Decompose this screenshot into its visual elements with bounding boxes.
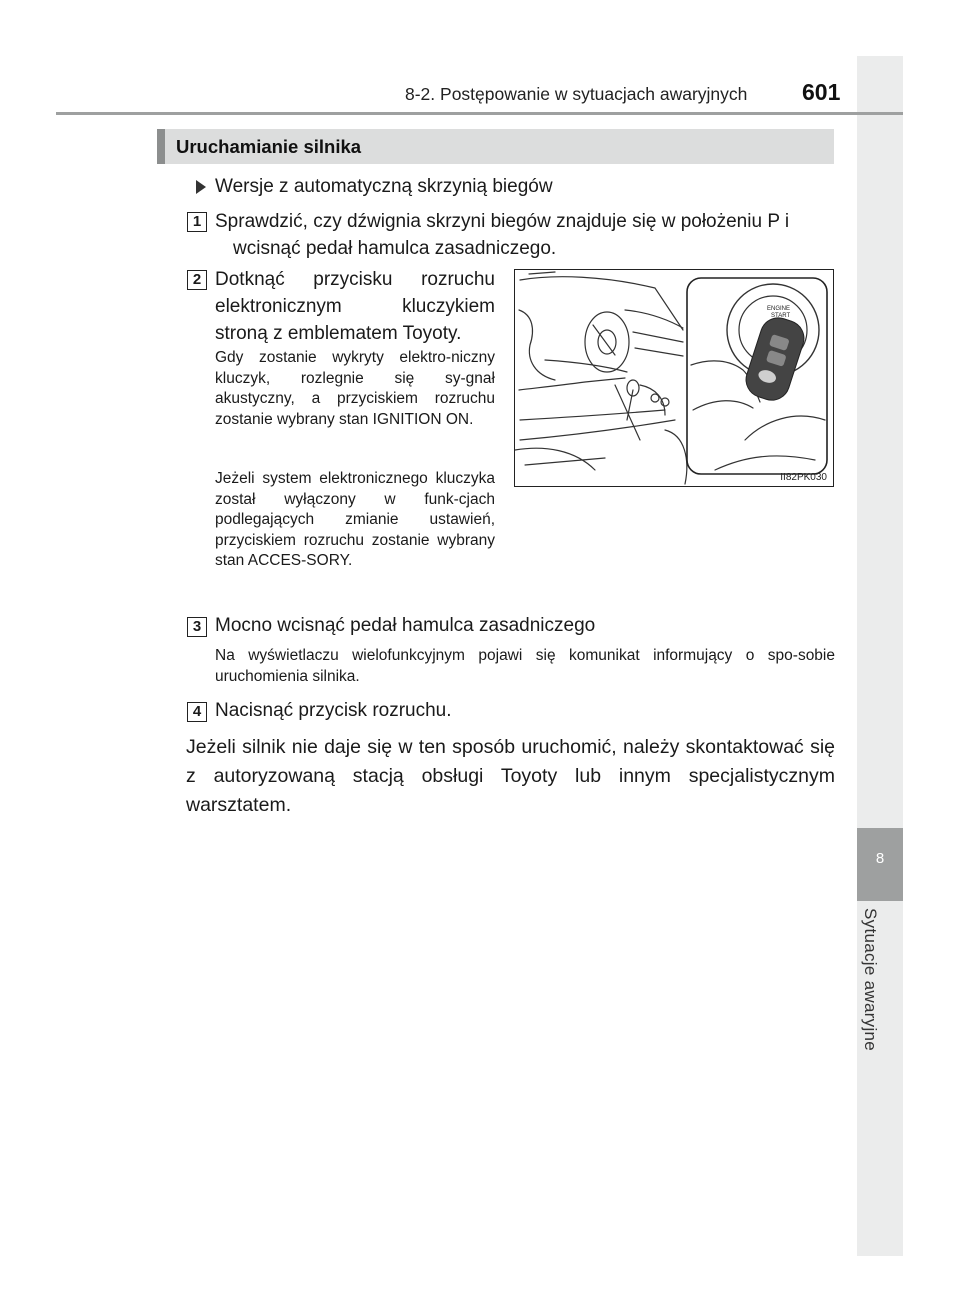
section-title: Uruchamianie silnika [176, 136, 362, 157]
section-heading-accent [157, 129, 165, 164]
car-interior-illustration [515, 270, 832, 485]
chapter-title: Sytuacje awaryjne [861, 908, 880, 1052]
step-1-text [215, 208, 835, 262]
triangle-bullet-icon [196, 180, 206, 194]
step-2-text: Dotknąć przycisku rozruchu elektronicznym kluczykiem stroną z emblematem Toyoty. [215, 269, 495, 344]
step-3-note: Na wyświetlaczu wielofunkcyjnym pojawi się komunikat informujący o spo-sobie uruchomienia silnika. [215, 647, 835, 685]
step-2-note-2: Jeżeli system elektronicznego kluczyka został wyłączony w funk-cjach podlegających zmianie ustawień, przyciskiem rozruchu zostanie wybrany stan ACCES-SORY. [215, 470, 495, 569]
button-label-start: START [771, 313, 791, 319]
step-2-note-1: Gdy zostanie wykryty elektro-niczny kluczyk, rozlegnie się sy-gnał akustyczny, a przyciskiem rozruchu zostanie wybrany stan IGNITION ON. [215, 349, 495, 428]
step-number-1: 1 [187, 212, 207, 232]
step-number-3: 3 [187, 617, 207, 637]
button-label-engine: ENGINE [767, 306, 791, 312]
closing-paragraph: Jeżeli silnik nie daje się w ten sposób uruchomić, należy skontaktować się z autoryzowaną stacją obsługi Toyoty lub innym specjalistycznym warsztatem. [186, 736, 835, 816]
subheading: Wersje z automatyczną skrzynią biegów [215, 176, 553, 197]
step-number-2: 2 [187, 270, 207, 290]
step-1-line: Sprawdzić, czy dźwignia skrzyni biegów znajduje się w położeniu P i wcisnąć pedał hamulca zasadniczego. [215, 211, 790, 259]
chapter-tab-strip [857, 56, 903, 1256]
header-rule [56, 112, 903, 115]
header-section-ref: 8-2. Postępowanie w sytuacjach awaryjnych [405, 84, 748, 104]
step-3-text: Mocno wcisnąć pedał hamulca zasadniczego [215, 615, 596, 636]
figure-code: II82PK030 [780, 472, 827, 483]
step-4-text: Nacisnąć przycisk rozruchu. [215, 700, 452, 721]
engine-start-illustration [514, 269, 834, 487]
page-number: 601 [802, 79, 841, 105]
chapter-number: 8 [875, 850, 885, 867]
step-number-4: 4 [187, 702, 207, 722]
